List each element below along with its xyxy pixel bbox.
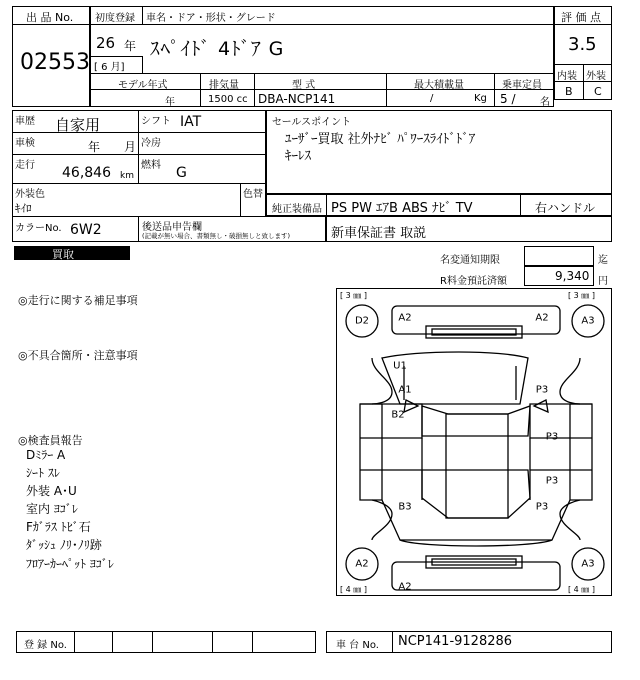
capacity-label: 乗車定員 bbox=[502, 80, 542, 91]
inspector-note: ﾌﾛｱｰｶｰﾍﾟｯﾄ ﾖｺﾞﾚ bbox=[26, 557, 114, 571]
damage-mark: P3 bbox=[545, 475, 559, 487]
exterior-color-label: 外装色 bbox=[15, 189, 45, 200]
damage-mark: P3 bbox=[535, 501, 549, 513]
car-name: ｽﾍﾟｲﾄﾞ 4ﾄﾞｱ G bbox=[150, 38, 285, 60]
score-label: 評 価 点 bbox=[561, 11, 601, 24]
front-grille bbox=[426, 326, 522, 338]
year-unit: 年 bbox=[124, 39, 137, 53]
history-label: 車歴 bbox=[15, 116, 35, 127]
windshield bbox=[422, 406, 530, 436]
damage-mark: A2 bbox=[398, 312, 412, 324]
handle-value: 右ハンドル bbox=[535, 201, 596, 215]
inspection-label: 車検 bbox=[15, 138, 35, 149]
tire-depth-rear-left: [ 4 ㎜ ] bbox=[340, 585, 367, 594]
damage-mark: U1 bbox=[393, 360, 407, 372]
recycle-amount: 9,340 bbox=[555, 269, 590, 283]
equipment-label: 純正装備品 bbox=[272, 204, 322, 215]
name-change-unit: 迄 bbox=[598, 255, 608, 266]
tire-depth-front-right: [ 3 ㎜ ] bbox=[568, 291, 595, 300]
recolor-label: 色替 bbox=[243, 189, 263, 200]
left-door-front bbox=[360, 404, 382, 500]
right-door-front bbox=[570, 404, 592, 500]
sales-point-line1: ﾕｰｻﾞｰ買取 社外ﾅﾋﾞ ﾊﾟﾜｰｽﾗｲﾄﾞﾄﾞｱ bbox=[285, 132, 476, 147]
mileage-label: 走行 bbox=[15, 160, 35, 171]
left-mirror bbox=[404, 400, 418, 412]
load-unit: Kg bbox=[474, 93, 487, 104]
front-right-fender bbox=[560, 358, 580, 404]
recycle-unit: 円 bbox=[598, 276, 608, 287]
rear-bumper bbox=[392, 562, 560, 590]
exterior-grade: C bbox=[594, 85, 602, 98]
inspector-note: 室内 ﾖｺﾞﾚ bbox=[26, 502, 78, 516]
damage-mark: D2 bbox=[354, 315, 370, 327]
exterior-color-value: ｷｲﾛ bbox=[15, 202, 32, 215]
inspector-note: Dﾐﾗｰ A bbox=[26, 448, 66, 462]
load-slash: / bbox=[430, 93, 434, 104]
inspector-note: ﾀﾞｯｼｭ ﾉﾘ･ﾉﾘ跡 bbox=[26, 538, 102, 552]
roof bbox=[446, 414, 508, 518]
color-number-label: カラーNo. bbox=[15, 223, 62, 234]
first-registration-year: 26 bbox=[96, 34, 116, 52]
post-delivery-label: 後送品申告欄 bbox=[142, 222, 202, 233]
damage-mark: A3 bbox=[581, 315, 595, 327]
damage-mark: A2 bbox=[398, 581, 412, 593]
damage-mark: A1 bbox=[398, 384, 412, 396]
color-number-value: 6W2 bbox=[70, 222, 102, 238]
shift-value: IAT bbox=[180, 114, 202, 130]
rear-right-fender bbox=[560, 500, 580, 540]
name-change-label: 名変通知期限 bbox=[440, 255, 500, 266]
sales-point-label: セールスポイント bbox=[272, 117, 352, 128]
right-mirror bbox=[534, 400, 548, 412]
capacity-value: 5 / bbox=[500, 92, 516, 106]
displacement-value: 1500 cc bbox=[208, 94, 248, 105]
inspection-year: 年 bbox=[88, 140, 101, 154]
damage-mark: A2 bbox=[535, 312, 549, 324]
equipment-value: PS PW ｴｱB ABS ﾅﾋﾞ TV bbox=[331, 201, 473, 216]
lot-number-label: 出 品 No. bbox=[26, 11, 74, 24]
damage-mark: A2 bbox=[355, 558, 369, 570]
rear-glass bbox=[422, 470, 530, 518]
capacity-unit: 名 bbox=[540, 97, 550, 108]
chassis-number: NCP141-9128286 bbox=[398, 634, 513, 649]
damage-mark: P3 bbox=[535, 384, 549, 396]
lot-number: 02553 bbox=[20, 50, 90, 75]
mileage-value: 46,846 bbox=[62, 165, 111, 181]
first-registration-month: [ 6 月] bbox=[94, 62, 125, 73]
score-value: 3.5 bbox=[568, 34, 597, 55]
first-registration-label: 初度登録 bbox=[95, 13, 135, 24]
mileage-unit: km bbox=[120, 171, 134, 181]
tire-depth-rear-right: [ 4 ㎜ ] bbox=[568, 585, 595, 594]
damage-mark: A3 bbox=[581, 558, 595, 570]
purchase-badge-label: 買取 bbox=[52, 248, 74, 261]
chassis-number-label: 車 台 No. bbox=[336, 640, 379, 651]
car-name-label: 車名・ドア・形状・グレード bbox=[146, 13, 276, 24]
history-value: 自家用 bbox=[55, 116, 101, 134]
damage-mark: B3 bbox=[398, 501, 412, 513]
model-year-label: モデル年式 bbox=[118, 80, 168, 91]
ac-label: 冷房 bbox=[141, 138, 161, 149]
post-delivery-note: (記載が無い場合、書類無し・破損無しと致します) bbox=[142, 232, 291, 240]
displacement-label: 排気量 bbox=[209, 80, 239, 91]
warranty-value: 新車保証書 取説 bbox=[331, 226, 427, 241]
recycle-label: R料金預託済額 bbox=[440, 276, 507, 287]
damage-mark: B2 bbox=[391, 409, 405, 421]
defects-heading: ◎不具合箇所・注意事項 bbox=[18, 349, 138, 362]
type-value: DBA-NCP141 bbox=[258, 92, 336, 106]
inspector-heading: ◎検査員報告 bbox=[18, 434, 83, 447]
inspection-month: 月 bbox=[124, 140, 137, 154]
tire-depth-front-left: [ 3 ㎜ ] bbox=[340, 291, 367, 300]
front-left-fender bbox=[372, 358, 392, 404]
supplement-heading: ◎走行に関する補足事項 bbox=[18, 294, 138, 307]
rear-left-fender bbox=[372, 500, 392, 540]
max-load-label: 最大積載量 bbox=[414, 80, 464, 91]
inspector-note: Fｶﾞﾗｽ ﾄﾋﾞ石 bbox=[26, 520, 91, 534]
interior-grade: B bbox=[565, 85, 573, 98]
inspector-note: 外装 A･U bbox=[26, 484, 77, 498]
fuel-value: G bbox=[176, 165, 187, 181]
type-label: 型 式 bbox=[292, 80, 316, 91]
sales-point-line2: ｷｰﾚｽ bbox=[285, 149, 311, 164]
shift-label: シフト bbox=[141, 116, 171, 127]
fuel-label: 燃料 bbox=[141, 160, 161, 171]
model-year-unit: 年 bbox=[165, 97, 175, 108]
registration-number-label: 登 録 No. bbox=[24, 640, 67, 651]
exterior-grade-label: 外装 bbox=[586, 71, 606, 82]
damage-mark: P3 bbox=[545, 431, 559, 443]
inspector-note: ｼｰﾄ ｽﾚ bbox=[26, 466, 60, 480]
interior-grade-label: 内装 bbox=[557, 71, 577, 82]
